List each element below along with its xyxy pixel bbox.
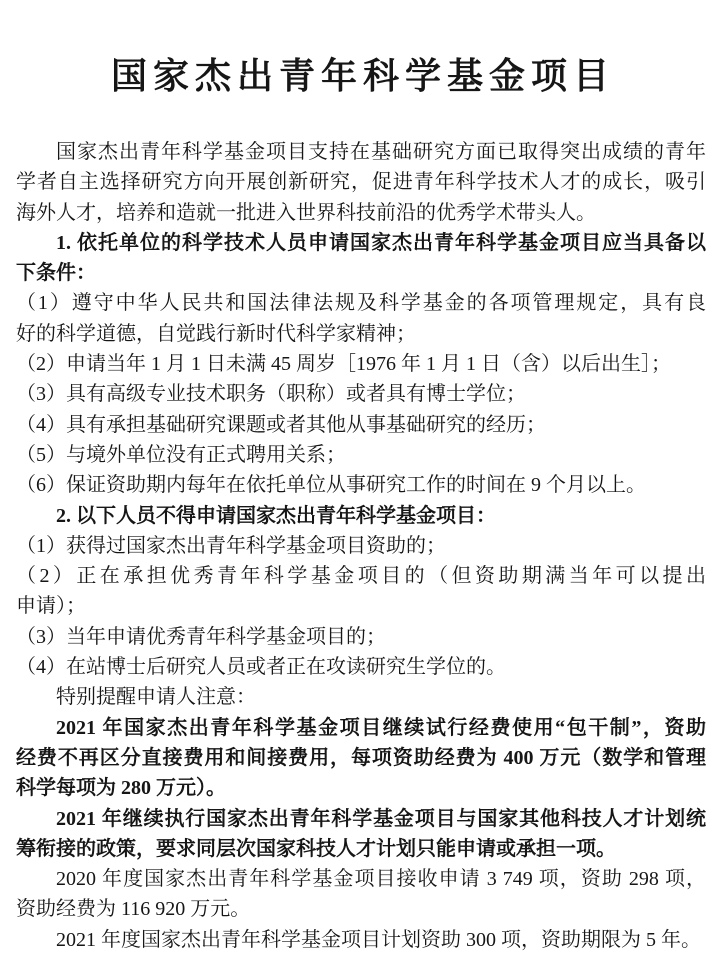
exclusion-item-1: （1）获得过国家杰出青年科学基金项目资助的； [16, 534, 446, 557]
document-title: 国家杰出青年科学基金项目 [110, 56, 615, 96]
notice-coordination-paragraph [16, 804, 706, 865]
exclusion-item-3: （3）当年申请优秀青年科学基金项目的； [16, 625, 386, 648]
intro-line-3: 海外人才，培养和造就一批进入世界科技前沿的优秀学术带头人。 [16, 201, 596, 224]
eligibility-item-1-line-1: （1）遵守中华人民共和国法律法规及科学基金的各项管理规定，具有良 [16, 292, 706, 315]
eligibility-item-6: （6）保证资助期内每年在依托单位从事研究工作的时间在 9 个月以上。 [16, 474, 646, 497]
notice-coordination-line-1: 2021 年继续执行国家杰出青年科学基金项目与国家其他科技人才计划统 [56, 807, 706, 830]
eligibility-item-1 [16, 288, 706, 349]
eligibility-heading [16, 228, 706, 289]
exclusion-item-2-line-1: （2）正在承担优秀青年科学基金项目的（但资助期满当年可以提出 [16, 565, 706, 588]
eligibility-item-1-line-2: 好的科学道德，自觉践行新时代科学家精神； [16, 322, 416, 345]
statistics-2020-line-2: 资助经费为 116 920 万元。 [16, 898, 251, 921]
exclusion-item-2-line-2: 申请）； [16, 595, 86, 618]
notice-funding-paragraph [16, 713, 706, 804]
notice-funding-line-1: 2021 年国家杰出青年科学基金项目继续试行经费使用“包干制”，资助 [56, 716, 706, 739]
eligibility-item-4: （4）具有承担基础研究课题或者其他从事基础研究的经历； [16, 413, 546, 436]
eligibility-item-5: （5）与境外单位没有正式聘用关系； [16, 443, 346, 466]
notice-funding-line-3: 科学每项为 280 万元）。 [16, 777, 226, 800]
exclusion-item-4: （4）在站博士后研究人员或者正在攻读研究生学位的。 [16, 656, 506, 679]
intro-line-2: 学者自主选择研究方向开展创新研究，促进青年科学技术人才的成长，吸引 [16, 171, 706, 194]
exclusion-item-2 [16, 561, 706, 622]
plan-2021-paragraph: 2021 年度国家杰出青年科学基金项目计划资助 300 项，资助期限为 5 年。 [56, 928, 701, 951]
notice-funding-line-2: 经费不再区分直接费用和间接费用，每项资助经费为 400 万元（数学和管理 [16, 746, 706, 769]
eligibility-item-3: （3）具有高级专业技术职务（职称）或者具有博士学位； [16, 383, 526, 406]
eligibility-item-2: （2）申请当年 1 月 1 日未满 45 周岁［1976 年 1 月 1 日（含）以后出生］； [16, 353, 671, 376]
exclusions-heading: 2. 以下人员不得申请国家杰出青年科学基金项目： [56, 504, 496, 527]
notice-coordination-line-2: 筹衔接的政策，要求同层次国家科技人才计划只能申请或承担一项。 [16, 837, 616, 860]
notice-heading: 特别提醒申请人注意： [56, 686, 256, 709]
statistics-2020-line-1: 2020 年度国家杰出青年科学基金项目接收申请 3 749 项，资助 298 项， [56, 868, 706, 891]
eligibility-heading-line-2: 下条件： [16, 262, 96, 285]
intro-paragraph [16, 137, 706, 228]
eligibility-heading-line-1: 1. 依托单位的科学技术人员申请国家杰出青年科学基金项目应当具备以 [56, 231, 706, 254]
intro-line-1: 国家杰出青年科学基金项目支持在基础研究方面已取得突出成绩的青年 [56, 141, 706, 163]
statistics-2020-paragraph [16, 864, 706, 925]
document-body [16, 137, 706, 955]
